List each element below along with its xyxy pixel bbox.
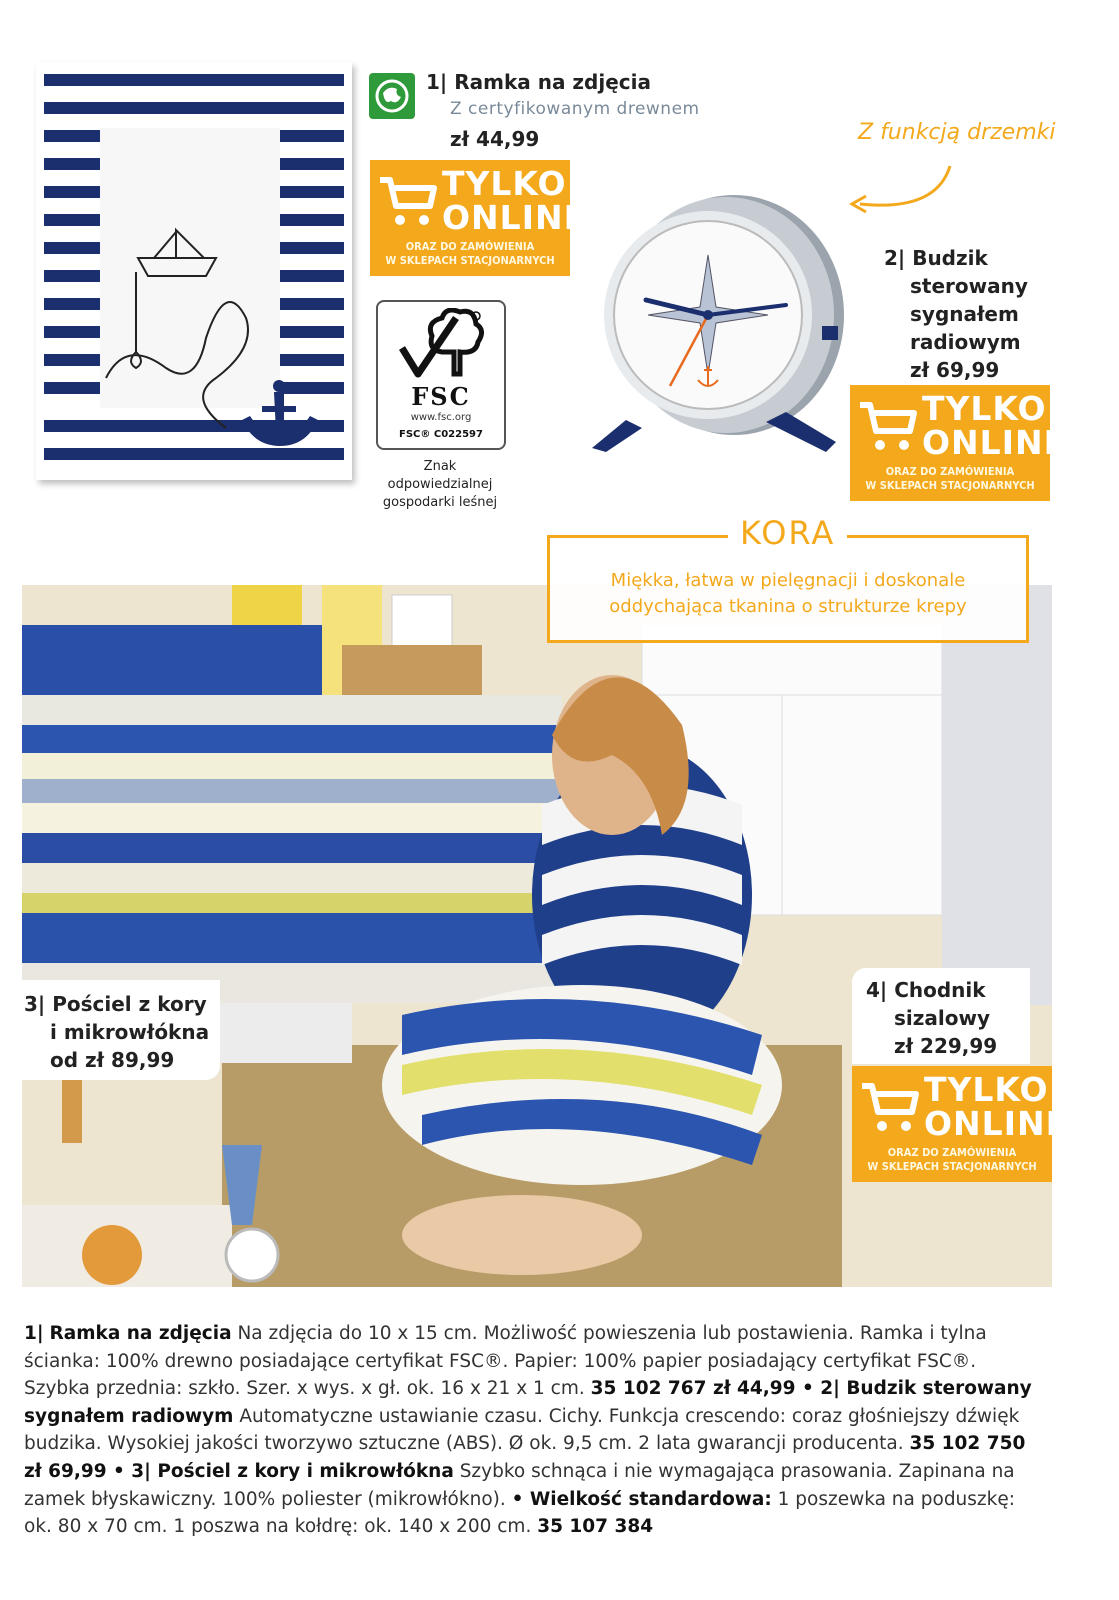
online-only-badge xyxy=(850,385,1068,501)
item3-price: od zł 89,99 xyxy=(50,1048,175,1072)
fsc-tree-icon xyxy=(396,308,486,380)
item4-number: 4| xyxy=(866,978,888,1002)
desc-item1-text: Na zdjęcia do 10 x 15 cm. Możliwość powieszenia lub postawienia. Ramka i tylna ścianka: 100% drewno posiadające certyfikat FSC®. Papier: 100% papier posiadający certyfikat FSC®. Szybka przednia: szkło. Szer. x wys. x gł. ok. 16 x 21 x 1 cm. xyxy=(24,1323,987,1400)
item2-price: zł 69,99 xyxy=(910,358,1000,382)
online-only-badge xyxy=(852,1066,1070,1182)
item3-number: 3| xyxy=(24,992,46,1016)
badge-line3b: W SKLEPACH STACJONARNYCH xyxy=(865,479,1035,492)
desc-item1-code: 35 102 767 zł 44,99 • xyxy=(590,1378,814,1400)
badge-line2: ONLINE xyxy=(442,198,588,237)
item3-title-1: Pościel z kory xyxy=(52,992,207,1016)
item3-title-2: i mikrowłókna xyxy=(50,1020,210,1044)
badge-line2: ONLINE xyxy=(924,1104,1070,1143)
desc-item1-title: Ramka na zdjęcia xyxy=(49,1323,232,1344)
shopping-cart-icon xyxy=(858,1080,922,1136)
kora-info-box xyxy=(547,514,1029,643)
photo-frame-image xyxy=(36,62,352,480)
fsc-caption-3: gospodarki leśnej xyxy=(382,495,498,510)
fsc-logo xyxy=(376,300,506,450)
shopping-cart-icon xyxy=(856,399,920,455)
kora-title: KORA xyxy=(728,514,847,552)
kora-line-2: oddychająca tkanina o strukturze krepy xyxy=(609,596,967,617)
desc-item3-text: Szybko schnąca i nie wymagająca prasowania. Zapinana na zamek błyskawiczny. 100% poliester (mikrowłókno). xyxy=(24,1460,1015,1510)
item1-number: 1| xyxy=(426,70,448,94)
fsc-url: www.fsc.org xyxy=(410,412,472,423)
badge-line3b: W SKLEPACH STACJONARNYCH xyxy=(867,1160,1037,1173)
desc-item3-number: 3| xyxy=(124,1460,151,1482)
item4-price: zł 229,99 xyxy=(894,1034,998,1058)
desc-item3-title: Pościel z kory i mikrowłókna xyxy=(150,1460,454,1482)
badge-line1: TYLKO xyxy=(442,164,567,203)
fsc-caption-1: Znak xyxy=(423,459,457,474)
badge-line2: ONLINE xyxy=(922,423,1068,462)
item1-title: Ramka na zdjęcia xyxy=(454,70,651,94)
badge-line3b: W SKLEPACH STACJONARNYCH xyxy=(385,254,555,267)
item2-title-1: Budzik xyxy=(912,246,988,270)
fsc-caption-2: odpowiedzialnej xyxy=(387,477,493,492)
desc-item1-number: 1| xyxy=(24,1323,44,1344)
item2-title-2: sterowany xyxy=(910,274,1028,298)
product-description xyxy=(24,1320,1044,1541)
online-only-badge xyxy=(370,160,588,276)
item2-number: 2| xyxy=(884,246,906,270)
item2-title-4: radiowym xyxy=(910,330,1021,354)
item2-title-3: sygnałem xyxy=(910,302,1019,326)
eco-globe-icon xyxy=(369,73,415,119)
desc-item3-code: 35 107 384 xyxy=(537,1516,654,1538)
kora-line-1: Miękka, łatwa w pielęgnacji i doskonale xyxy=(610,570,966,591)
desc-item2-number: 2| xyxy=(813,1378,840,1400)
desc-item2-text: Automatyczne ustawianie czasu. Cichy. Funkcja crescendo: coraz głośniejszy dźwięk budzika. Wysokiej jakości tworzywo sztuczne (ABS). Ø ok. 9,5 cm. 2 lata gwarancji producenta. xyxy=(24,1405,1020,1455)
snooze-note: Z funkcją drzemki xyxy=(858,120,1056,145)
desc-item3-size-text: 1 poszewka na poduszkę: ok. 80 x 70 cm. 1 poszwa na kołdrę: ok. 140 x 200 cm. xyxy=(24,1488,1015,1538)
item1-price: zł 44,99 xyxy=(450,127,540,151)
desc-item3-size-label: • Wielkość standardowa: xyxy=(511,1488,772,1510)
item4-title-2: sizalowy xyxy=(894,1006,991,1030)
badge-line1: TYLKO xyxy=(924,1070,1049,1109)
badge-line3a: ORAZ DO ZAMÓWIENIA xyxy=(887,1146,1017,1159)
shopping-cart-icon xyxy=(376,174,440,230)
badge-line1: TYLKO xyxy=(922,389,1047,428)
badge-line3a: ORAZ DO ZAMÓWIENIA xyxy=(885,465,1015,478)
alarm-clock-image xyxy=(586,190,856,460)
desc-item2-code: 35 102 750 zł 69,99 • xyxy=(24,1433,1026,1482)
fsc-code: FSC® C022597 xyxy=(399,429,483,440)
item4-title-1: Chodnik xyxy=(894,978,986,1002)
desc-item2-title: Budzik sterowany sygnałem radiowym xyxy=(24,1378,1032,1427)
item1-subtitle: Z certyfikowanym drewnem xyxy=(450,99,700,119)
curved-arrow-icon xyxy=(846,160,956,216)
badge-line3a: ORAZ DO ZAMÓWIENIA xyxy=(405,240,535,253)
fsc-logo-text: FSC xyxy=(411,382,471,411)
